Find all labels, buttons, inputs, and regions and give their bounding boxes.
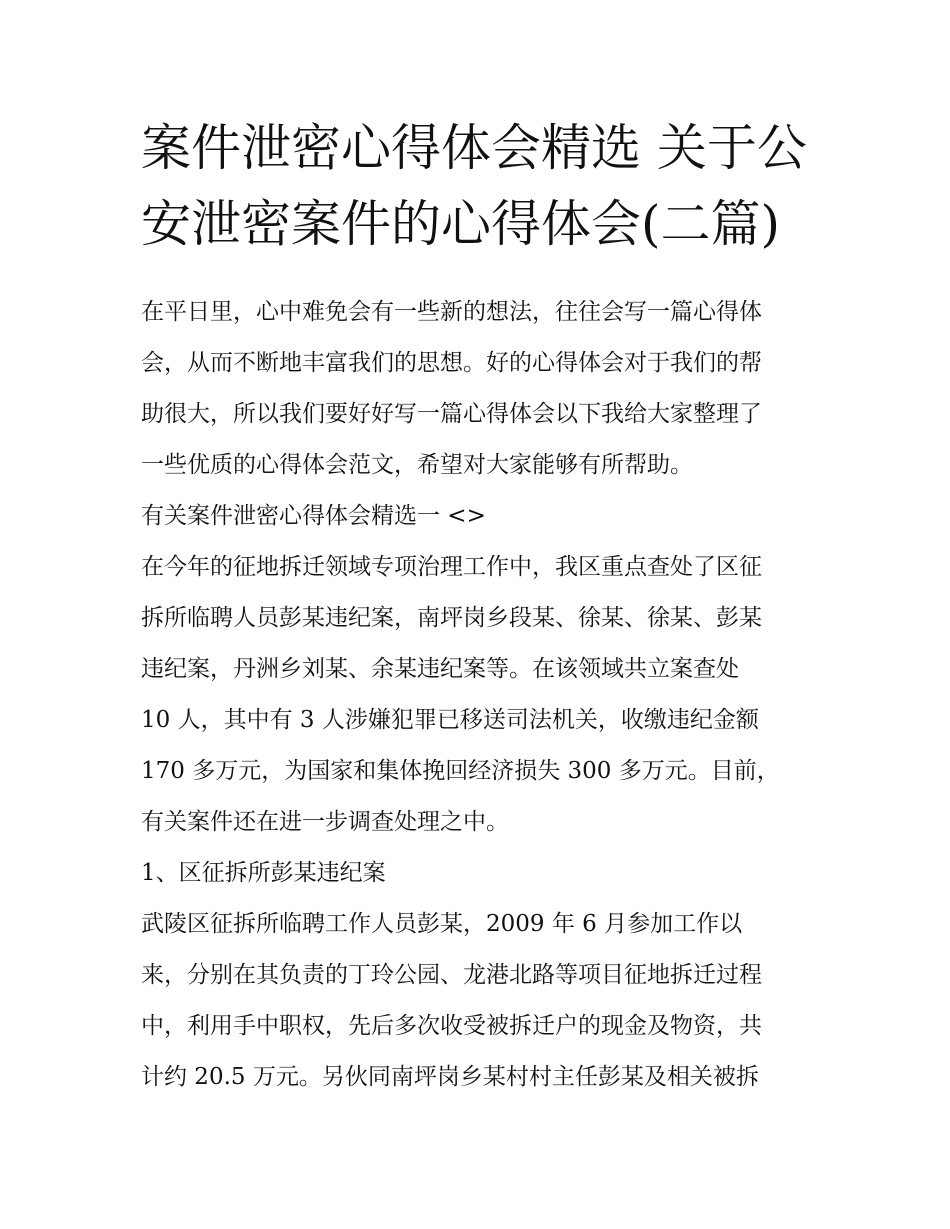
paragraph-line: 有关案件还在进一步调查处理之中。 — [141, 809, 509, 835]
paragraph-line: 拆所临聘人员彭某违纪案，南坪岗乡段某、徐某、徐某、彭某 — [141, 605, 762, 631]
paragraph-line: 在今年的征地拆迁领域专项治理工作中，我区重点查处了区征 — [141, 554, 762, 580]
subsection-heading: 1、区征拆所彭某违纪案 — [141, 860, 386, 886]
paragraph-line: 10 人，其中有 3 人涉嫌犯罪已移送司法机关，收缴违纪金额 — [141, 707, 759, 733]
paragraph-line: 计约 20.5 万元。另伙同南坪岗乡某村村主任彭某及相关被拆 — [141, 1064, 759, 1090]
paragraph-line: 中，利用手中职权，先后多次收受被拆迁户的现金及物资，共 — [141, 1013, 762, 1039]
document-title — [141, 110, 813, 262]
intro-paragraph-line: 在平日里，心中难免会有一些新的想法，往往会写一篇心得体 — [141, 299, 762, 325]
intro-paragraph-line: 会，从而不断地丰富我们的思想。好的心得体会对于我们的帮 — [141, 350, 762, 376]
intro-paragraph-line: 助很大，所以我们要好好写一篇心得体会以下我给大家整理了 — [141, 401, 762, 427]
title-line: 案件泄密心得体会精选 关于公 — [141, 119, 807, 177]
document-page — [141, 110, 813, 1103]
title-line: 安泄密案件的心得体会(二篇) — [141, 195, 781, 253]
intro-paragraph-line: 一些优质的心得体会范文，希望对大家能够有所帮助。 — [141, 452, 693, 478]
section-heading: 有关案件泄密心得体会精选一 <> — [141, 503, 486, 529]
document-body — [141, 287, 813, 1103]
paragraph-line: 来，分别在其负责的丁玲公园、龙港北路等项目征地拆迁过程 — [141, 962, 762, 988]
paragraph-line: 违纪案，丹洲乡刘某、余某违纪案等。在该领域共立案查处 — [141, 656, 739, 682]
paragraph-line: 武陵区征拆所临聘工作人员彭某，2009 年 6 月参加工作以 — [141, 911, 743, 937]
paragraph-line: 170 多万元，为国家和集体挽回经济损失 300 多万元。目前， — [141, 758, 780, 784]
